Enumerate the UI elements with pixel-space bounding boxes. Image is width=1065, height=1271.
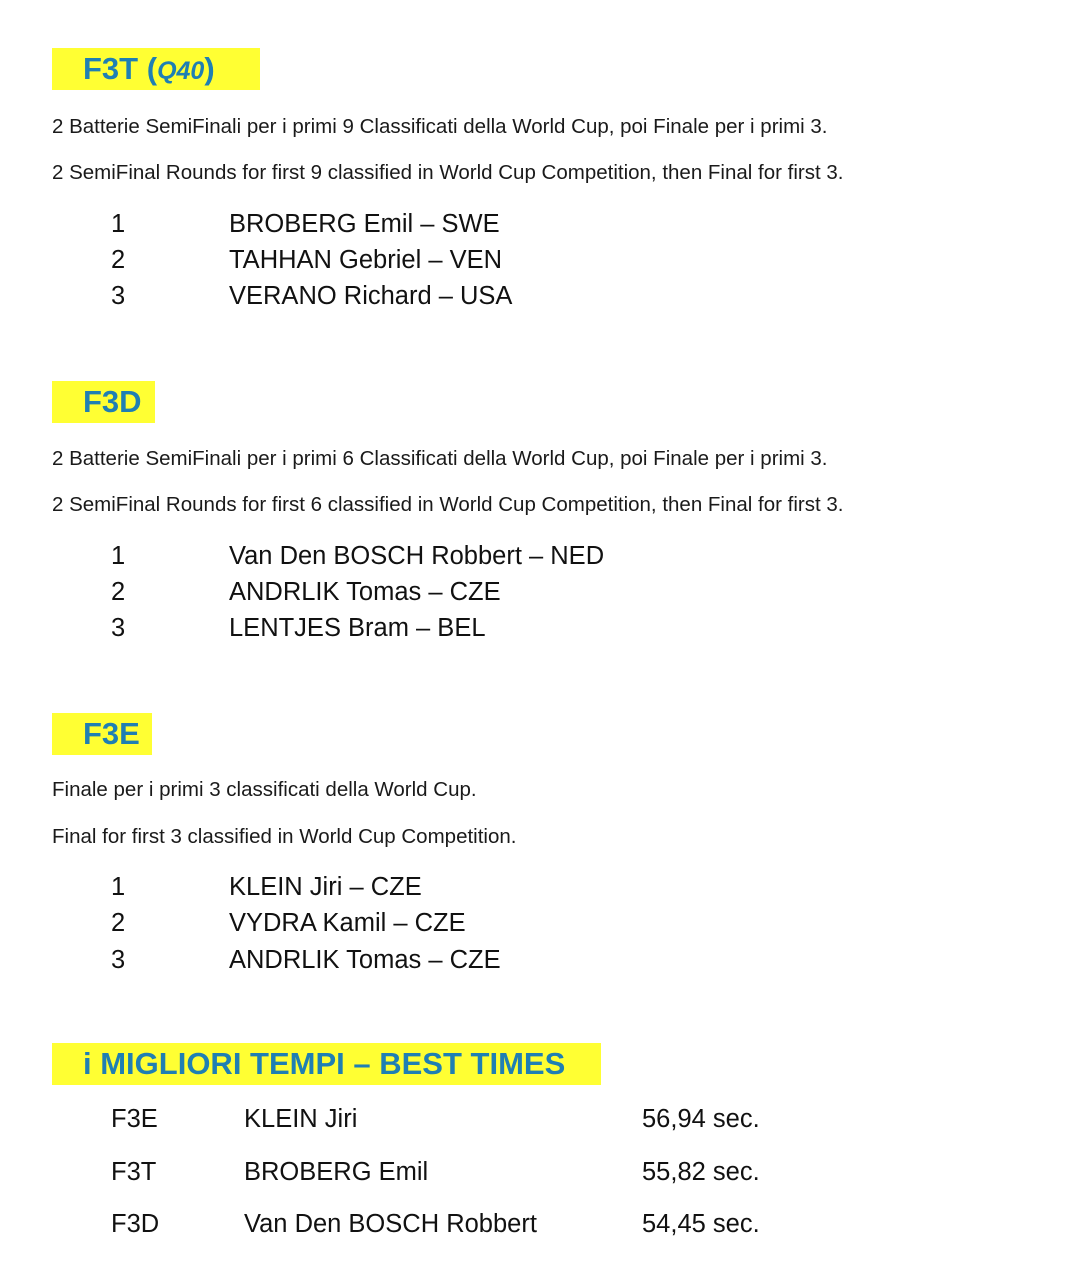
- section-heading-f3t: [52, 48, 260, 90]
- section-heading-f3d: [52, 381, 155, 423]
- best-time-pilot: Van Den BOSCH Robbert: [244, 1210, 537, 1238]
- rules-english-f3t: 2 SemiFinal Rounds for first 9 classified in World Cup Competition, then Final for first 3.: [52, 161, 844, 184]
- ranking-position: 2: [111, 246, 126, 274]
- rules-english-f3e: Final for first 3 classified in World Cup Competition.: [52, 825, 517, 848]
- ranking-name: KLEIN Jiri – CZE: [229, 873, 422, 901]
- rules-english-f3d: 2 SemiFinal Rounds for first 6 classified in World Cup Competition, then Final for first 3.: [52, 493, 844, 516]
- best-time-pilot: KLEIN Jiri: [244, 1105, 358, 1133]
- ranking-name: ANDRLIK Tomas – CZE: [229, 946, 501, 974]
- ranking-name: VERANO Richard – USA: [229, 282, 513, 310]
- ranking-position: 2: [111, 578, 126, 606]
- heading-text: F3D: [83, 384, 142, 419]
- best-time-value: 55,82 sec.: [642, 1158, 760, 1186]
- heading-text: F3T: [83, 51, 139, 86]
- rules-italian-f3d: 2 Batterie SemiFinali per i primi 6 Classificati della World Cup, poi Finale per i primi 3.: [52, 447, 828, 470]
- ranking-name: VYDRA Kamil – CZE: [229, 909, 466, 937]
- ranking-position: 1: [111, 542, 126, 570]
- heading-paren-open: (: [138, 51, 158, 86]
- ranking-name: ANDRLIK Tomas – CZE: [229, 578, 501, 606]
- ranking-name: Van Den BOSCH Robbert – NED: [229, 542, 605, 570]
- best-time-value: 54,45 sec.: [642, 1210, 760, 1238]
- ranking-position: 3: [111, 282, 126, 310]
- best-time-class: F3T: [111, 1158, 157, 1186]
- ranking-name: TAHHAN Gebriel – VEN: [229, 246, 503, 274]
- ranking-name: LENTJES Bram – BEL: [229, 614, 486, 642]
- heading-text: F3E: [83, 716, 140, 751]
- ranking-position: 1: [111, 210, 126, 238]
- ranking-position: 2: [111, 909, 126, 937]
- heading-paren-close: ): [204, 51, 215, 86]
- rules-italian-f3e: Finale per i primi 3 classificati della World Cup.: [52, 778, 477, 801]
- ranking-position: 3: [111, 614, 126, 642]
- heading-subtitle: Q40: [157, 57, 205, 85]
- rules-italian-f3t: 2 Batterie SemiFinali per i primi 9 Classificati della World Cup, poi Finale per i primi 3.: [52, 115, 828, 138]
- ranking-position: 3: [111, 946, 126, 974]
- section-heading-f3e: [52, 713, 152, 755]
- best-time-class: F3D: [111, 1210, 160, 1238]
- heading-text: i MIGLIORI TEMPI – BEST TIMES: [83, 1046, 566, 1081]
- best-time-value: 56,94 sec.: [642, 1105, 760, 1133]
- best-time-class: F3E: [111, 1105, 158, 1133]
- section-heading-best-times: [52, 1043, 601, 1085]
- best-time-pilot: BROBERG Emil: [244, 1158, 429, 1186]
- ranking-name: BROBERG Emil – SWE: [229, 210, 500, 238]
- ranking-position: 1: [111, 873, 126, 901]
